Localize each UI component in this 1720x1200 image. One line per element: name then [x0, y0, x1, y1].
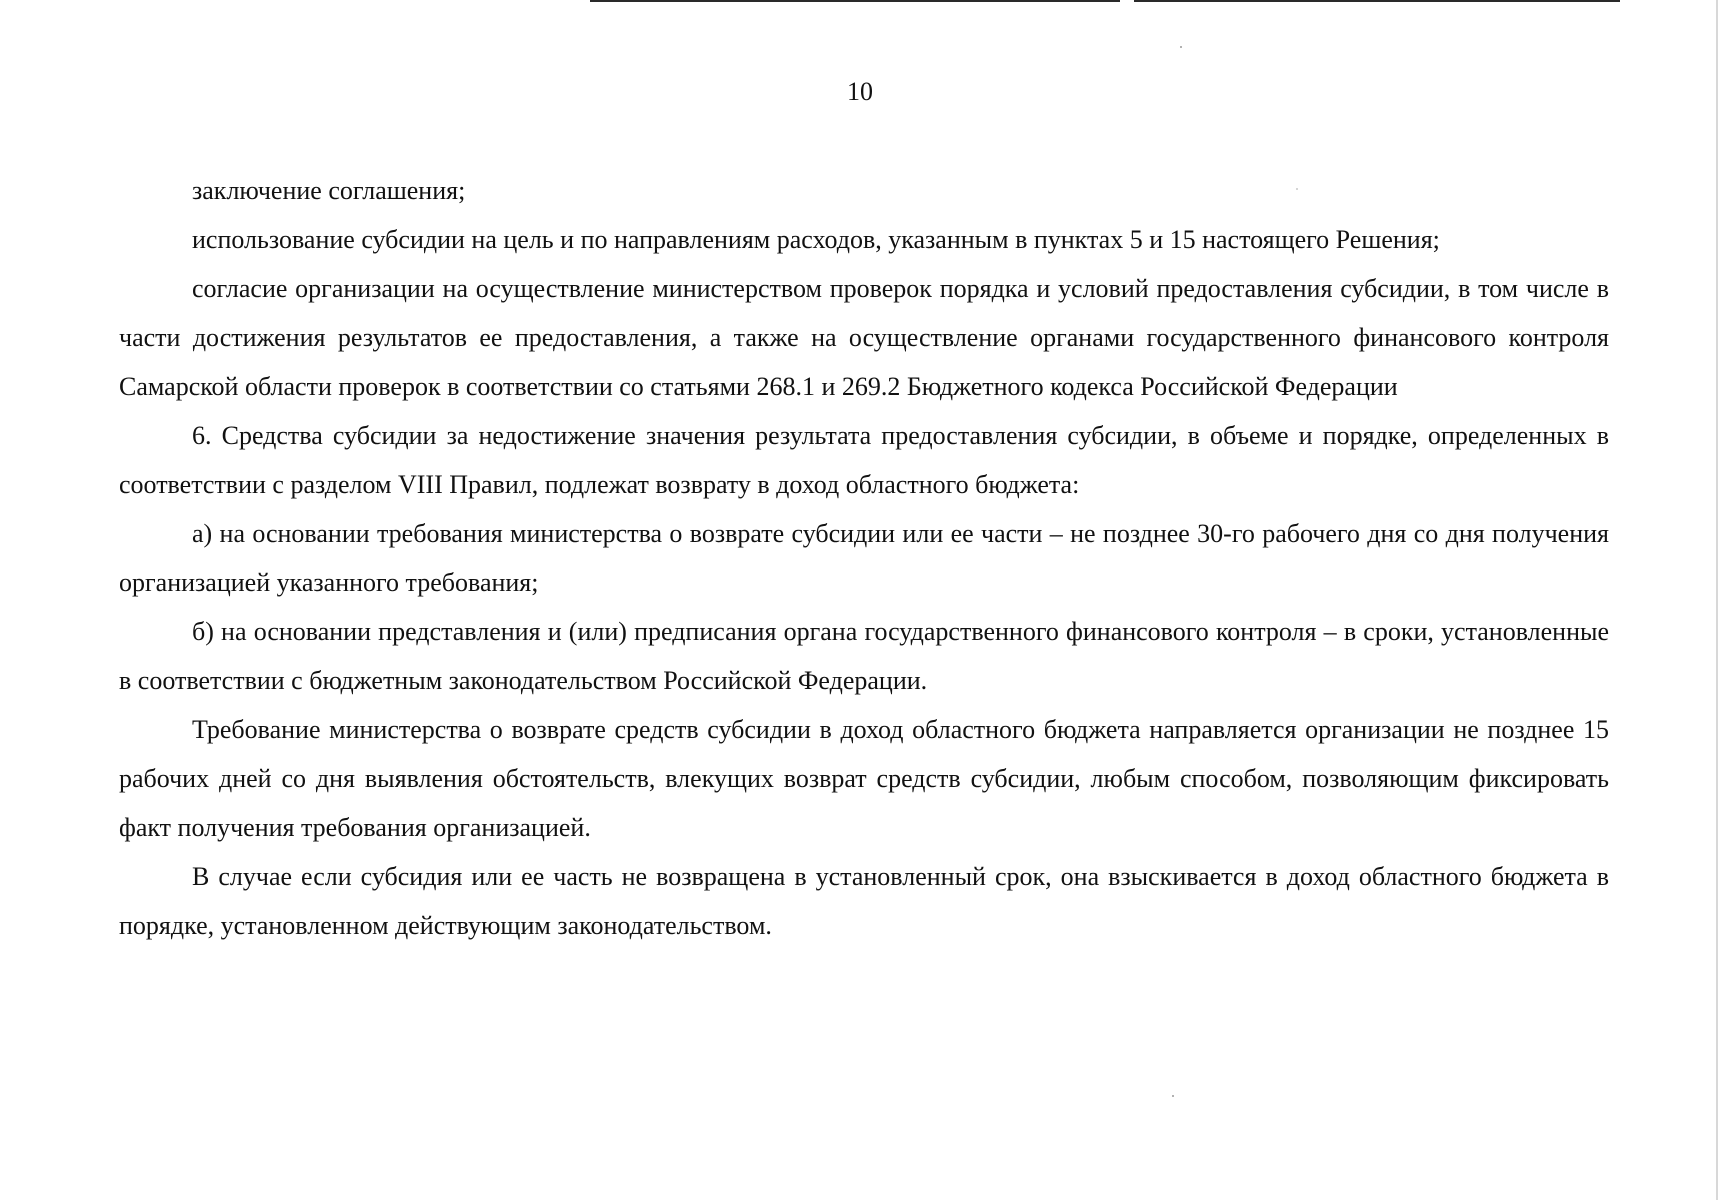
scan-border-gap	[1120, 0, 1134, 3]
scan-speck	[1172, 1095, 1174, 1097]
paragraph-agreement: заключение соглашения;	[192, 176, 466, 205]
paragraph-recovery: В случае если субсидия или ее часть не возвращена в установленный срок, она взыскивается в доход областного бюджета в порядке, установленном действующим законодательством.	[119, 862, 1609, 940]
scan-right-edge	[1716, 0, 1718, 1200]
document-body	[119, 166, 1609, 950]
paragraph-item-6: 6. Средства субсидии за недостижение значения результата предоставления субсидии, в объеме и порядке, определенных в соответствии с разделом VIII Правил, подлежат возврату в доход областного бюджета:	[119, 421, 1609, 499]
page-number: 10	[847, 77, 873, 106]
paragraph-item-a: а) на основании требования министерства о возврате субсидии или ее части – не позднее 30-го рабочего дня со дня получения организацией указанного требования;	[119, 519, 1609, 597]
scan-speck	[1180, 46, 1182, 48]
scan-top-border	[590, 0, 1620, 2]
paragraph-subsidy-use: использование субсидии на цель и по направлениям расходов, указанным в пунктах 5 и 15 настоящего Решения;	[192, 225, 1440, 254]
paragraph-return-requirement: Требование министерства о возврате средств субсидии в доход областного бюджета направляется организации не позднее 15 рабочих дней со дня выявления обстоятельств, влекущих возврат средств субсидии, любым способом, позволяющим фиксировать факт получения требования организацией.	[119, 715, 1609, 842]
paragraph-consent-to-inspections: согласие организации на осуществление министерством проверок порядка и условий предоставления субсидии, в том числе в части достижения результатов ее предоставления, а также на осуществление органами государственного финансового контроля Самарской области проверок в соответствии со статьями 268.1 и 269.2 Бюджетного кодекса Российской Федерации	[119, 274, 1609, 401]
paragraph-item-b: б) на основании представления и (или) предписания органа государственного финансового контроля – в сроки, установленные в соответствии с бюджетным законодательством Российской Федерации.	[119, 617, 1609, 695]
